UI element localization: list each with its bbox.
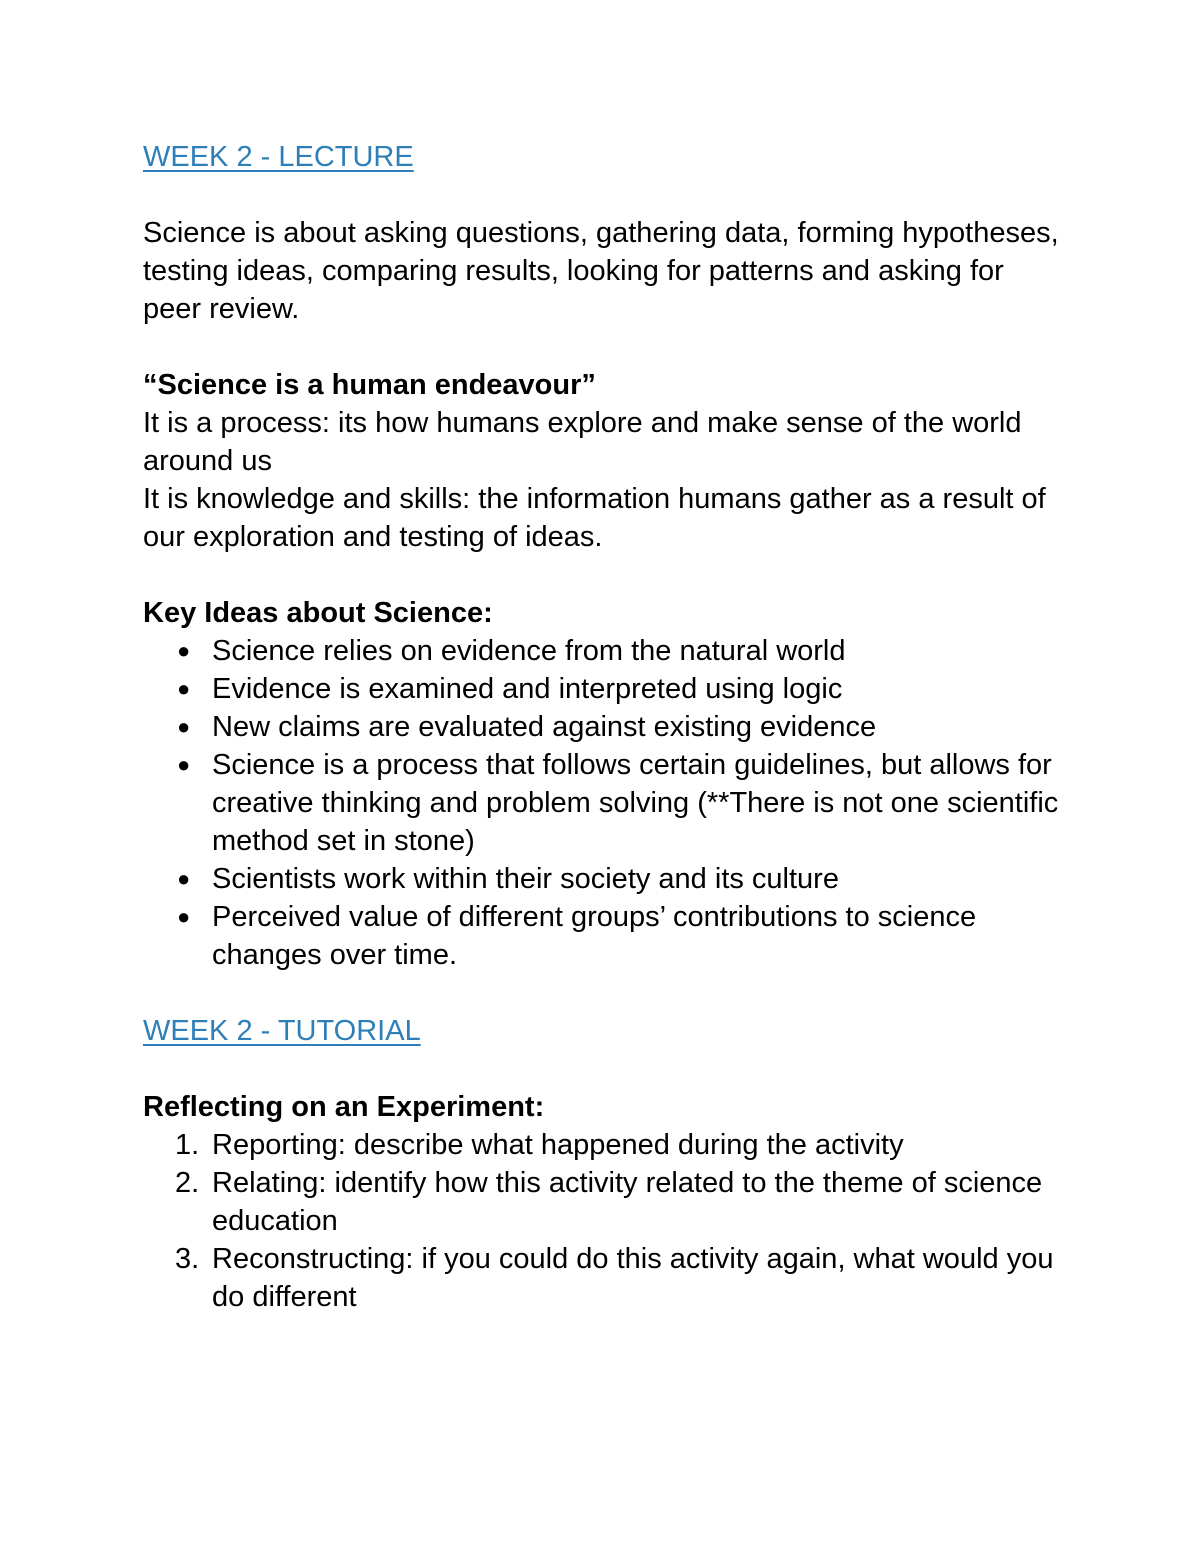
bullet-icon: ●	[177, 752, 191, 777]
list-item-text: Reporting: describe what happened during the activity	[212, 1129, 904, 1161]
bullet-icon: ●	[177, 714, 191, 739]
tutorial-heading-link[interactable]: WEEK 2 - TUTORIAL	[143, 1015, 421, 1047]
lecture-heading-link[interactable]: WEEK 2 - LECTURE	[143, 141, 414, 173]
list-item-text: Reconstructing: if you could do this activity again, what would you do different	[212, 1243, 1054, 1313]
list-number: 2.	[175, 1167, 200, 1199]
list-number: 3.	[175, 1243, 200, 1275]
list-item-text: New claims are evaluated against existing evidence	[212, 711, 877, 743]
spacer	[143, 974, 1063, 1012]
process-line: It is a process: its how humans explore and make sense of the world around us	[143, 407, 1022, 477]
list-item-text: Scientists work within their society and its culture	[212, 863, 839, 895]
list-item	[143, 1126, 1063, 1164]
key-ideas-list	[143, 632, 1063, 974]
list-item	[143, 1164, 1063, 1240]
list-item	[143, 632, 1063, 670]
list-item	[143, 1240, 1063, 1316]
bullet-icon: ●	[177, 676, 191, 701]
list-item-text: Science relies on evidence from the natural world	[212, 635, 846, 667]
spacer	[143, 328, 1063, 366]
list-item	[143, 708, 1063, 746]
list-item-text: Evidence is examined and interpreted using logic	[212, 673, 843, 705]
list-number: 1.	[175, 1129, 200, 1161]
reflection-steps-list	[143, 1126, 1063, 1316]
list-item-text: Relating: identify how this activity related to the theme of science education	[212, 1167, 1043, 1237]
list-item	[143, 670, 1063, 708]
quote-heading: “Science is a human endeavour”	[143, 369, 596, 401]
list-item	[143, 898, 1063, 974]
key-ideas-title: Key Ideas about Science:	[143, 597, 493, 629]
spacer	[143, 176, 1063, 214]
list-item	[143, 860, 1063, 898]
reflect-title: Reflecting on an Experiment:	[143, 1091, 545, 1123]
spacer	[143, 1050, 1063, 1088]
bullet-icon: ●	[177, 904, 191, 929]
bullet-icon: ●	[177, 638, 191, 663]
list-item	[143, 746, 1063, 860]
list-item-text: Science is a process that follows certain guidelines, but allows for creative thinking and problem solving (**There is not one scientific method set in stone)	[212, 749, 1059, 857]
spacer	[143, 556, 1063, 594]
bullet-icon: ●	[177, 866, 191, 891]
knowledge-line: It is knowledge and skills: the information humans gather as a result of our exploration and testing of ideas.	[143, 483, 1046, 553]
list-item-text: Perceived value of different groups’ contributions to science changes over time.	[212, 901, 977, 971]
document-page	[143, 138, 1063, 1316]
lecture-intro-paragraph: Science is about asking questions, gathering data, forming hypotheses, testing ideas, comparing results, looking for patterns and asking for peer review.	[143, 217, 1059, 325]
